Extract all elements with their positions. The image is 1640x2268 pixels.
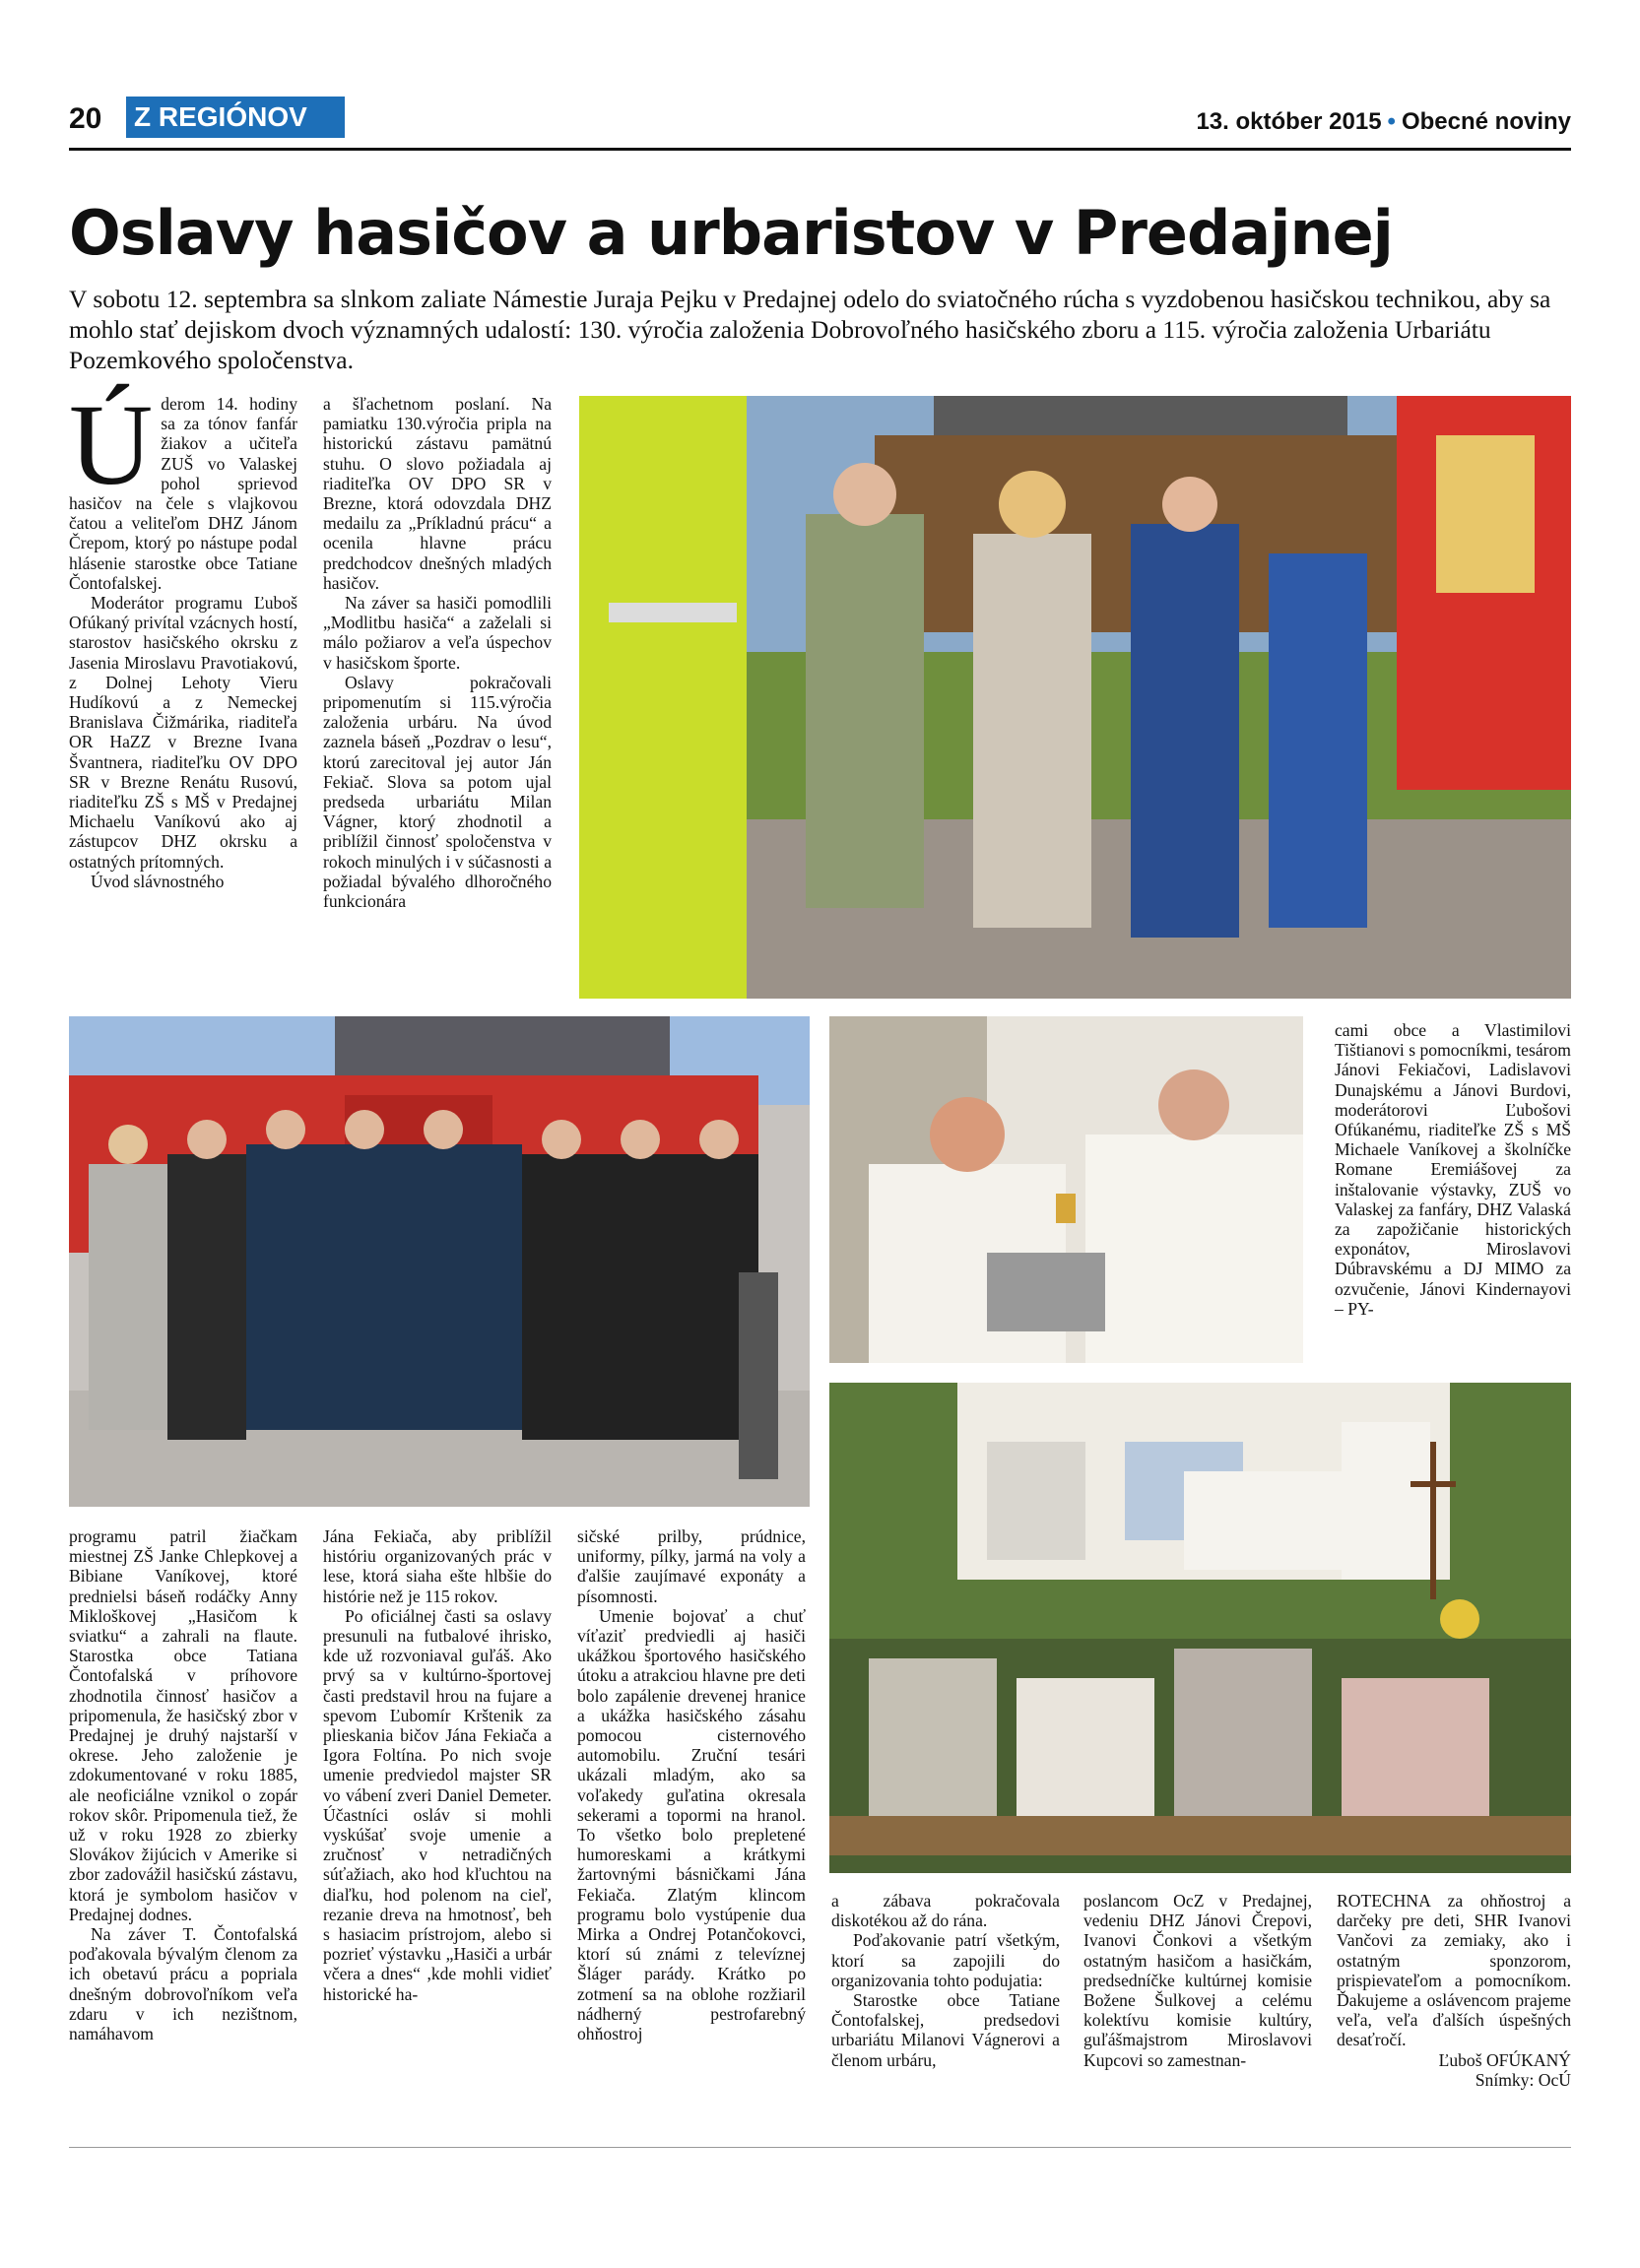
paragraph: sičské prilby, prúdnice, uniformy, pílky, jarmá na voly a ďalšie zaujímavé exponáty a písomnosti. bbox=[577, 1526, 806, 1606]
paragraph: a zábava pokračovala diskotékou až do rána. bbox=[831, 1891, 1060, 1931]
paragraph: Starostke obce Tatiane Čontofalskej, predsedovi urbariátu Milanovi Vágnerovi a členom urbáru, bbox=[831, 1990, 1060, 2070]
text-column-1 bbox=[69, 380, 297, 891]
text-column-b4 bbox=[831, 1891, 1060, 2070]
text-column-b1 bbox=[69, 1526, 297, 2043]
article-headline: Oslavy hasičov a urbaristov v Predajnej bbox=[69, 197, 1393, 269]
paragraph: a šľachetnom poslaní. Na pamiatku 130.výročia pripla na historickú zástavu pamätnú stuhu. O slovo požiadala aj riaditeľka OV DPO SR v Brezne, ktorá odovzdala DHZ medailu za „Príkladnú prácu“ a ocenila hlavne prácu predchodcov dnešných mladých hasičov. bbox=[323, 394, 552, 593]
drop-cap: Ú bbox=[69, 380, 154, 509]
paragraph: Jána Fekiača, aby priblížil históriu organizovaných prác v lese, ktorá siaha ešte hlbšie do histórie než je 115 rokov. bbox=[323, 1526, 552, 1606]
paragraph: Umenie bojovať a chuť víťaziť predviedli aj hasiči ukážkou športového hasičského útoku a atrakciou hlavne pre deti bolo zapálenie drevenej hranice a ukážka hasičského zásahu pomocou cisternového automobilu. Zruční tesári ukázali mladým, ako sa voľakedy guľatina okresala sekerami a topormi na hranol. To všetko bolo prepletené humoreskami a krátkymi žartovnými básničkami Jána Fekiača. Zlatým klincom programu bolo vystúpenie dua Mirka a Ondrej Potančokovci, ktorí sú známi z televíznej Šláger parády. Krátko po zotmení sa na oblohe rozžiaril nádherný pestrofarebný ohňostroj bbox=[577, 1605, 806, 2044]
issue-line bbox=[1196, 108, 1571, 136]
paragraph: poslancom OcZ v Predajnej, vedeniu DHZ Jánovi Črepovi, Ivanovi Čonkovi a všetkým ostatným hasičom a hasičkám, predsedníčke kultúrnej komisie Božene Šulkovej a celému kolektívu komisie kultúry, guľášmajstrom Miroslavovi Kupcovi so zamestnan- bbox=[1083, 1891, 1312, 2070]
paragraph: Na záver T. Čontofalská poďakovala bývalým členom za ich obetavú prácu a popriala dnešným dobrovoľníkom veľa zdaru v ich nezištnom, namáhavom bbox=[69, 1924, 297, 2044]
photo-mass-priests bbox=[829, 1016, 1303, 1363]
photo-credit: Snímky: OcÚ bbox=[1475, 2069, 1571, 2090]
text-column-b2 bbox=[323, 1526, 552, 2004]
paragraph: Poďakovanie patrí všetkým, ktorí sa zapojili do organizovania tohto podujatia: bbox=[831, 1930, 1060, 1990]
paragraph: Moderátor programu Ľuboš Ofúkaný privítal vzácnych hostí, starostov hasičského okrsku z Jasenia Miroslavu Pravotiakovú, z Dolnej Lehoty Vieru Hudíkovú a z Nemeckej Branislava Čižmárika, riaditeľa OR HaZZ v Brezne Ivana Švantnera, riaditeľku OV DPO SR v Brezne Renátu Rusovú, riaditeľku ZŠ s MŠ v Predajnej Michaelu Vaníkovú ako aj zástupcov DHZ okrsku a ostatných prítomných. bbox=[69, 593, 297, 872]
publication-name: Obecné noviny bbox=[1401, 108, 1571, 135]
photo-outdoor-mass bbox=[829, 1383, 1571, 1873]
paragraph: Na záver sa hasiči pomodlili „Modlitbu hasiča“ a zaželali si málo požiarov a veľa úspechov v hasičskom športe. bbox=[323, 593, 552, 673]
photo-firefighters-group bbox=[69, 1016, 810, 1507]
author-signature: Ľuboš OFÚKANÝ bbox=[1438, 2049, 1571, 2070]
photo-ceremony-flags bbox=[579, 396, 1571, 999]
text-column-b5 bbox=[1083, 1891, 1312, 2070]
paragraph: derom 14. hodiny sa za tónov fanfár žiakov a učiteľa ZUŠ vo Valaskej pohol sprievod hasičov na čele s vlajkovou čatou a veliteľom DHZ Jánom Črepom, ktorý po nástupe podal hlásenie starostke obce Tatiane Čontofalskej. bbox=[69, 394, 297, 593]
page-number: 20 bbox=[69, 102, 102, 135]
footer-rule bbox=[69, 2147, 1571, 2148]
paragraph: programu patril žiačkam miestnej ZŠ Janke Chlepkovej a Bibiane Vaníkovej, ktoré prednielsi báseň rodáčky Anny Mikloškovej „Hasičom k sviatku“ a zahrali na flaute. Starostka obce Tatiana Čontofalská v príhovore zhodnotila činnosť hasičov a pripomenula, že hasičský zbor v Predajnej je druhý najstarší v okrese. Jeho založenie je zdokumentované v roku 1885, ale neoficiálne vznikol o zopár rokov skôr. Pripomenula tiež, že už v roku 1928 zo zbierky Slovákov žijúcich v Amerike si zbor zadovážil hasičskú zástavu, ktorá je symbolom hasičov v Predajnej dodnes. bbox=[69, 1526, 297, 1924]
paragraph: Oslavy pokračovali pripomenutím si 115.výročia založenia urbáru. Na úvod zaznela báseň „Pozdrav o lesu“, ktorú zarecitoval jej autor Ján Fekiač. Slova sa potom ujal predseda urbariátu Milan Vágner, ktorý zhodnotil a priblížil činnosť spoločenstva v rokoch minulých i v súčasnosti a požiadal bývalého dlhoročného funkcionára bbox=[323, 672, 552, 912]
text-column-2 bbox=[323, 394, 552, 911]
section-label: Z REGIÓNOV bbox=[126, 97, 345, 138]
text-column-right bbox=[1335, 1020, 1571, 1319]
paragraph: cami obce a Vlastimilovi Tištianovi s pomocníkmi, tesárom Jánovi Fekiačovi, Ladislavovi Dunajskému a Jánovi Burdovi, moderátorovi Ľubošovi Ofúkanému, riaditeľke ZŠ s MŠ Michaele Vaníkovej a školníčke Romane Eremiášovej za inštalovanie výstavky, ZUŠ vo Valaskej za fanfáry, DHZ Valaská za zapožičanie historických exponátov, Miroslavovi Dúbravskému a DJ MIMO za ozvučenie, Jánovi Kindernayovi – PY- bbox=[1335, 1020, 1571, 1319]
text-column-b3 bbox=[577, 1526, 806, 2043]
paragraph: Po oficiálnej časti sa oslavy presunuli na futbalové ihrisko, kde už rozvoniaval guľáš. Ako prvý sa v kultúrno-športovej časti predstavil hrou na fujare a spevom Ľubomír Krštenik za plieskania bičov Jána Fekiača a Igora Foltína. Po nich svoje umenie predviedol majster SR vo vábení zveri Daniel Demeter. Účastníci osláv si mohli vyskúšať svoje umenie a zručnosť v netradičných súťažiach, ako hod kľuchtou na diaľku, hod polenom na cieľ, rezanie dreva na hmotnosť, beh s hasiacim prístrojom, alebo si pozrieť výstavku „Hasiči a urbár včera a dnes“ ,kde mohli vidieť historické ha- bbox=[323, 1605, 552, 2004]
issue-date: 13. október 2015 bbox=[1196, 108, 1382, 135]
article-lead: V sobotu 12. septembra sa slnkom zaliate Námestie Juraja Pejku v Predajnej odelo do sviatočného rúcha s vyzdobenou hasičskou technikou, aby sa mohlo stať dejiskom dvoch významných udalostí: 130. výročia založenia Dobrovoľného hasičského zboru a 115. výročia založenia Urbariátu Pozemkového spoločenstva. bbox=[69, 285, 1551, 374]
bullet-dot-icon: • bbox=[1387, 108, 1396, 135]
paragraph: ROTECHNA za ohňostroj a darčeky pre deti, SHR Ivanovi Vančovi za zemiaky, ako i ostatným sponzorom, prispievateľom a pomocníkom. Ďakujeme a oslávencom prajeme veľa, veľa ďalších úspešných desaťročí. bbox=[1337, 1891, 1571, 2050]
text-column-b6 bbox=[1337, 1891, 1571, 2090]
header-rule bbox=[69, 148, 1571, 151]
paragraph: Úvod slávnostného bbox=[91, 871, 225, 891]
